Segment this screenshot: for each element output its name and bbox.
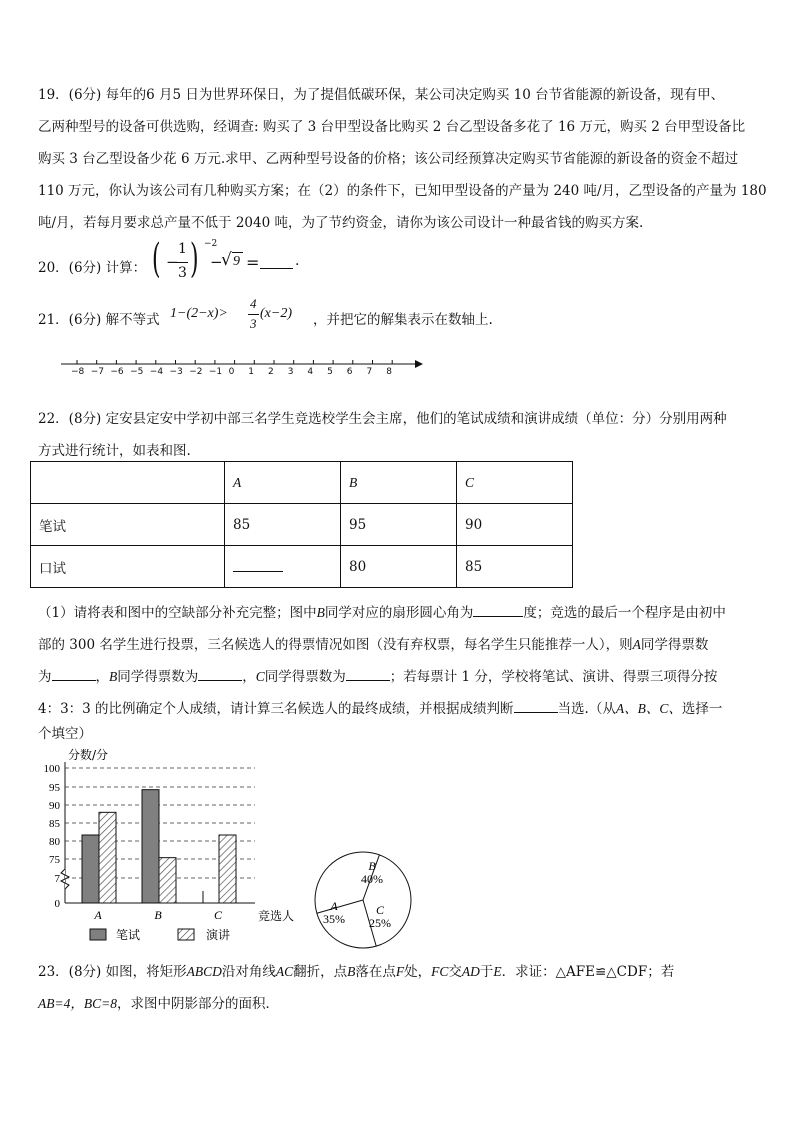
pie-slice-percent: 25% <box>369 916 391 930</box>
votes-b-blank[interactable] <box>198 668 242 681</box>
q22-var: A、B、C、 <box>615 701 682 716</box>
q20-frac-bar <box>176 262 188 263</box>
q20-frac-den: 3 <box>178 265 187 281</box>
table-cell <box>31 462 225 504</box>
q20-equals: = <box>246 253 260 272</box>
q21-inequality <box>168 296 313 336</box>
q23-var: AD <box>461 964 480 979</box>
votes-a-blank[interactable] <box>52 668 96 681</box>
x-tick-label: C <box>213 908 223 922</box>
q22-var: A <box>632 637 641 652</box>
number-line-label: −1 <box>208 367 223 377</box>
q22-text: 为 <box>38 669 52 685</box>
number-line-label: 3 <box>287 367 294 377</box>
q21-ineq-left: 1−(2−x)> <box>170 306 228 321</box>
number-line-label: −8 <box>71 367 85 377</box>
q20-end: . <box>295 253 300 269</box>
q22-text: 同学得票数为 <box>264 669 346 685</box>
q20-expression <box>150 236 320 288</box>
pie-slice-label: C <box>375 903 385 917</box>
votes-c-blank[interactable] <box>346 668 390 681</box>
q22-text: 同学对应的扇形圆心角为 <box>324 605 474 621</box>
number-line-label: 2 <box>268 367 274 377</box>
q23-text: 交 <box>448 964 462 980</box>
q21-frac-num: 4 <box>250 296 257 311</box>
q22-text: 同学得票数为 <box>117 669 199 685</box>
table-row <box>31 504 573 546</box>
q23-var: B <box>347 964 356 979</box>
y-tick-label: 85 <box>49 818 60 830</box>
q20-sqrt-bar <box>232 252 243 253</box>
q23-line-1 <box>38 960 674 980</box>
legend-swatch-speech <box>178 929 194 940</box>
bar-written <box>82 835 99 903</box>
q21-prefix: 21．(6分) 解不等式 <box>38 312 160 328</box>
q19-line-2: 乙两种型号的设备可供选购，经调查: 购买了 3 台甲型设备比购买 2 台乙型设备多花了 16 万元，购买 2 台甲型设备比 <box>38 119 746 135</box>
number-line-label: 7 <box>366 367 373 377</box>
q20-prefix: 20．(6分) 计算： <box>38 260 147 276</box>
q23-text: 23．(8分) 如图，将矩形 <box>38 964 187 980</box>
q23-var: F <box>395 964 405 979</box>
legend-label-speech: 演讲 <box>206 928 231 942</box>
q22-text: 4：3：3 的比例确定个人成绩，请计算三名候选人的最终成绩，并根据成绩判断 <box>38 701 514 717</box>
q22-p1-line-2 <box>38 633 708 653</box>
q22-text: 度；竞选的最后一个程序是由初中 <box>523 605 726 621</box>
number-line-label: −4 <box>149 367 164 377</box>
q22-text: 同学得票数 <box>640 637 709 653</box>
q23-line-2 <box>38 992 279 1012</box>
number-line-label: −2 <box>189 367 203 377</box>
pie-slice-label: A <box>330 899 338 913</box>
q23-var: ABCD <box>186 964 222 979</box>
x-tick-label: B <box>154 908 162 922</box>
angle-blank[interactable] <box>473 604 523 617</box>
q23-var: E <box>493 964 502 979</box>
q22-text: ；若每票计 1 分，学校将笔试、演讲、得票三项得分按 <box>389 669 718 685</box>
q22-p1-line-4 <box>38 697 722 717</box>
axis-break <box>61 869 69 889</box>
pie-chart <box>310 850 420 954</box>
q20-minus-sqrt: − <box>210 253 223 271</box>
table-cell: 90 <box>457 504 573 546</box>
q22-text: 选择一 <box>681 701 723 717</box>
q23-text: 沿对角线 <box>221 964 276 980</box>
legend-swatch-written <box>90 929 106 940</box>
table-row <box>31 462 573 504</box>
bar-speech <box>99 812 116 903</box>
table-cell: 80 <box>341 546 457 588</box>
q19-line-1: 19．(6分) 每年的6 月5 日为世界环保日，为了提倡低碳环保，某公司决定购买 10 台节省能源的新设备，现有甲、 <box>38 87 725 103</box>
table-row-label-oral: 口试 <box>31 546 225 588</box>
q22-p1-line-3: 为 ，B同学得票数为 ，C同学得票数为 ；若每票计 1 分，学校将笔试、演讲、得票三项得分按 <box>38 669 718 685</box>
table-cell: 85 <box>457 546 573 588</box>
q23-text: 落在点 <box>355 964 396 980</box>
y-tick-label: 0 <box>54 898 60 910</box>
q23-var: AB=4，BC=8 <box>38 996 117 1011</box>
number-line-label: −5 <box>130 367 144 377</box>
q19-line-3: 购买 3 台乙型设备少花 6 万元.求甲、乙两种型号设备的价格；该公司经预算决定购买节省能源的新设备的资金不超过 <box>38 151 739 167</box>
oral-a-blank[interactable] <box>233 557 283 572</box>
bar-chart <box>30 742 310 947</box>
x-tick-label: A <box>94 908 102 922</box>
q20-exponent: −2 <box>204 239 218 249</box>
q22-var: B <box>109 669 118 684</box>
number-line-label: −7 <box>90 367 104 377</box>
q22-text: （1）请将表和图中的空缺部分补充完整；图中 <box>38 605 317 621</box>
y-tick-label: 100 <box>43 763 60 775</box>
q21-suffix: ，并把它的解集表示在数轴上. <box>313 312 493 328</box>
q22-var: B <box>316 605 325 620</box>
y-tick-label: 90 <box>49 800 60 812</box>
q19-line-5: 吨/月，若每月要求总产量不低于 2040 吨，为了节约资金，请你为该公司设计一种最省钱的购买方案. <box>38 215 644 231</box>
table-cell: 85 <box>225 504 341 546</box>
q19-line-4: 110 万元，你认为该公司有几种购买方案；在（2）的条件下，已知甲型设备的产量为 240 吨/月，乙型设备的产量为 180 <box>38 183 767 199</box>
q21-ineq-right: (x−2) <box>260 306 292 321</box>
table-header-c: C <box>457 462 573 504</box>
number-line-label: 6 <box>346 367 353 377</box>
q20-minus: − <box>166 253 179 271</box>
pie-slice-percent: 40% <box>361 872 383 886</box>
scores-table <box>30 461 573 588</box>
y-axis-label: 分数/分 <box>68 748 109 762</box>
q22-p1-line-1 <box>38 601 726 621</box>
number-line-label: 8 <box>386 367 392 377</box>
number-line-label: −3 <box>169 367 183 377</box>
y-tick-label: 7 <box>54 873 60 885</box>
q22-p1-line-5: 个填空） <box>38 726 92 742</box>
number-line-label: −6 <box>110 367 124 377</box>
table-header-b: B <box>341 462 457 504</box>
number-line-label: 1 <box>248 367 255 377</box>
pie-slice-percent: 35% <box>323 912 345 926</box>
q22-line-1: 22．(8分) 定安县定安中学初中部三名学生竞选校学生会主席，他们的笔试成绩和演讲成绩（单位：分）分别用两种 <box>38 411 727 427</box>
q22-text: 部的 300 名学生进行投票，三名候选人的得票情况如图（没有弃权票，每名学生只能推荐一人），则 <box>38 637 633 653</box>
q20-paren-close: ) <box>190 236 199 282</box>
x-axis-label: 竞选人 <box>258 909 295 923</box>
q23-text: 处， <box>404 964 432 980</box>
winner-blank[interactable] <box>514 700 558 713</box>
number-line-label: 0 <box>228 367 235 377</box>
q20-frac-num: 1 <box>178 241 187 257</box>
y-tick-label: 75 <box>49 854 60 866</box>
q23-var: FC <box>431 964 449 979</box>
q22-var: C <box>255 669 265 684</box>
q23-text: 于 <box>479 964 494 980</box>
q21-frac-bar <box>248 314 259 315</box>
q21-frac-den: 3 <box>250 316 257 331</box>
q22-line-2: 方式进行统计，如表和图. <box>38 443 191 459</box>
number-line-label: 5 <box>327 367 333 377</box>
q20-answer-blank[interactable] <box>260 253 293 269</box>
bar-speech <box>159 858 176 903</box>
q23-text: ，求图中阴影部分的面积． <box>116 996 279 1012</box>
table-row <box>31 546 573 588</box>
q20-sqrt-sign: √ <box>221 250 232 270</box>
q20-paren-open: ( <box>152 236 161 282</box>
q23-text: ．求证：△AFE≌△CDF；若 <box>501 964 675 980</box>
table-cell-blank[interactable] <box>225 546 341 588</box>
table-row-label-written: 笔试 <box>31 504 225 546</box>
q20-sqrt-arg: 9 <box>233 254 240 269</box>
bar-written <box>142 790 159 903</box>
y-tick-label: 95 <box>49 782 60 794</box>
legend-label-written: 笔试 <box>116 928 141 942</box>
number-line-arrow <box>415 360 423 368</box>
table-header-a: A <box>225 462 341 504</box>
bar-speech <box>219 835 236 903</box>
q23-var: AC <box>275 964 294 979</box>
number-line-label: 4 <box>307 367 314 377</box>
pie-slice-label: B <box>368 859 376 873</box>
table-cell: 95 <box>341 504 457 546</box>
q23-text: 翻折，点 <box>293 964 348 980</box>
y-tick-label: 80 <box>49 836 60 848</box>
q22-text: 当选.（从 <box>557 701 616 717</box>
